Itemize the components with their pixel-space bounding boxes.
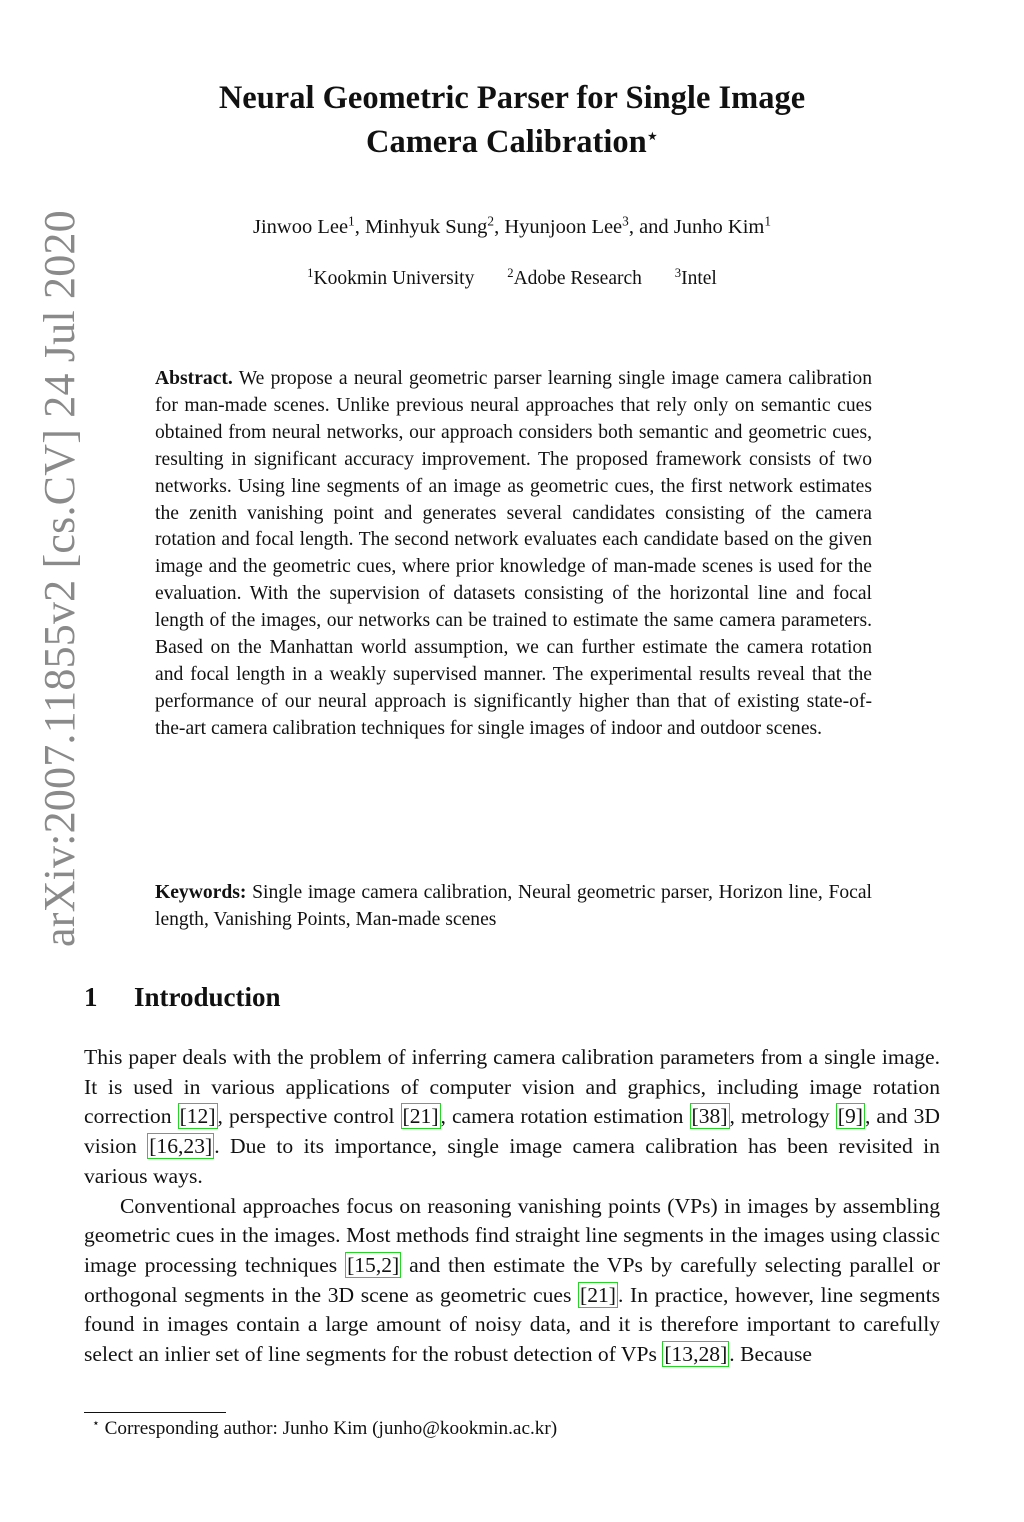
author-affiliation-mark: 3 [622,213,629,229]
citation-link[interactable]: [21] [402,1104,439,1129]
affiliation-item: $^2$Adobe Research [507,266,642,289]
author-list [140,213,884,239]
keywords-text: Single image camera calibration, Neural geometric parser, Horizon line, Focal length, Vanishing Points, Man-made scenes [155,882,872,930]
footnote-rule [84,1412,226,1413]
author-affiliation-mark: 1 [764,213,772,229]
title-line-1: Neural Geometric Parser for Single Image [218,80,806,116]
keywords [155,880,872,934]
paper-title [140,76,884,164]
arxiv-identifier: arXiv:2007.11855v2 [cs.CV] 24 Jul 2020 [35,210,84,947]
author-affiliation-mark: 2 [487,213,495,229]
citation-link[interactable]: [9] [837,1104,863,1129]
section-heading [84,982,281,1013]
author-separator: , and [628,216,674,238]
footnote-text: Corresponding author: Junho Kim (junho@kookmin.ac.kr) [104,1418,558,1439]
section-title: Introduction [134,982,281,1012]
author-name: Minhyuk Sung [364,216,488,238]
keywords-label: Keywords: [155,882,247,903]
footnote-mark: ⋆ [92,1416,100,1431]
title-line-2: Camera Calibration [365,124,647,160]
affiliation-item: $^3$Intel [674,266,717,289]
affiliation-item: $^1$Kookmin University [307,266,475,289]
abstract-text: We propose a neural geometric parser learning single image camera calibration for man-made scenes. Unlike previous neural approaches that rely only on semantic cues obtained from neural networks, our approach considers both semantic and geometric cues, resulting in significant accuracy improvement. The proposed framework consists of two networks. Using line segments of an image as geometric cues, the first network estimates the zenith vanishing point and generates several candidates consisting of the camera rotation and focal length. The second network evaluates each candidate based on the given image and the geometric cues, where prior knowledge of man-made scenes is used for the evaluation. With the supervision of datasets consisting of the horizontal line and focal length of the images, our networks can be trained to estimate the same camera parameters. Based on the Manhattan world assumption, we can further estimate the camera rotation and focal length in a weakly supervised manner. The experimental results reveal that the performance of our neural approach is significantly higher than that of existing state-of-the-art camera calibration techniques for single images of indoor and outdoor scenes. [155,368,872,739]
abstract-label: Abstract. [155,368,233,389]
citation-link[interactable]: [13,28] [664,1342,728,1367]
author-name: Hyunjoon Lee [504,216,623,238]
citation-link[interactable]: [38] [691,1104,728,1129]
author-separator: , [494,216,505,238]
body-text [84,1043,940,1370]
author-separator: , [354,216,365,238]
citation-link[interactable]: [16,23] [149,1134,213,1159]
citation-link[interactable]: [21] [580,1282,616,1307]
citation-link[interactable]: [15,2] [347,1252,400,1277]
citation-link[interactable]: [12] [179,1104,216,1129]
paragraph: Conventional approaches focus on reasoning vanishing points (VPs) in images by assembling geometric cues in the images. Most methods find straight line segments in the images using classic image processing techniques [15,2] and then estimate the VPs by carefully selecting parallel or orthogonal segments in the 3D scene as geometric cues [21]. In practice, however, line segments found in images contain a large amount of noisy data, and it is therefore important to carefully select an inlier set of line segments for the robust detection of VPs [13,28]. Because [84,1193,940,1367]
section-number: 1 [84,982,98,1012]
author-name: Junho Kim [673,216,765,238]
title-footnote-mark: ⋆ [646,126,658,147]
abstract [155,366,872,743]
affiliation-list [140,268,884,290]
footnote [92,1418,557,1440]
paragraph: This paper deals with the problem of inferring camera calibration parameters from a single image. It is used in various applications of computer vision and graphics, including image rotation correction [12], perspective control [21], camera rotation estimation [38], metrology [9], and 3D vision [16,23]. Due to its importance, single image camera calibration has been revisited in various ways. [84,1045,940,1188]
author-affiliation-mark: 1 [348,213,355,229]
author-name: Jinwoo Lee [252,216,349,238]
